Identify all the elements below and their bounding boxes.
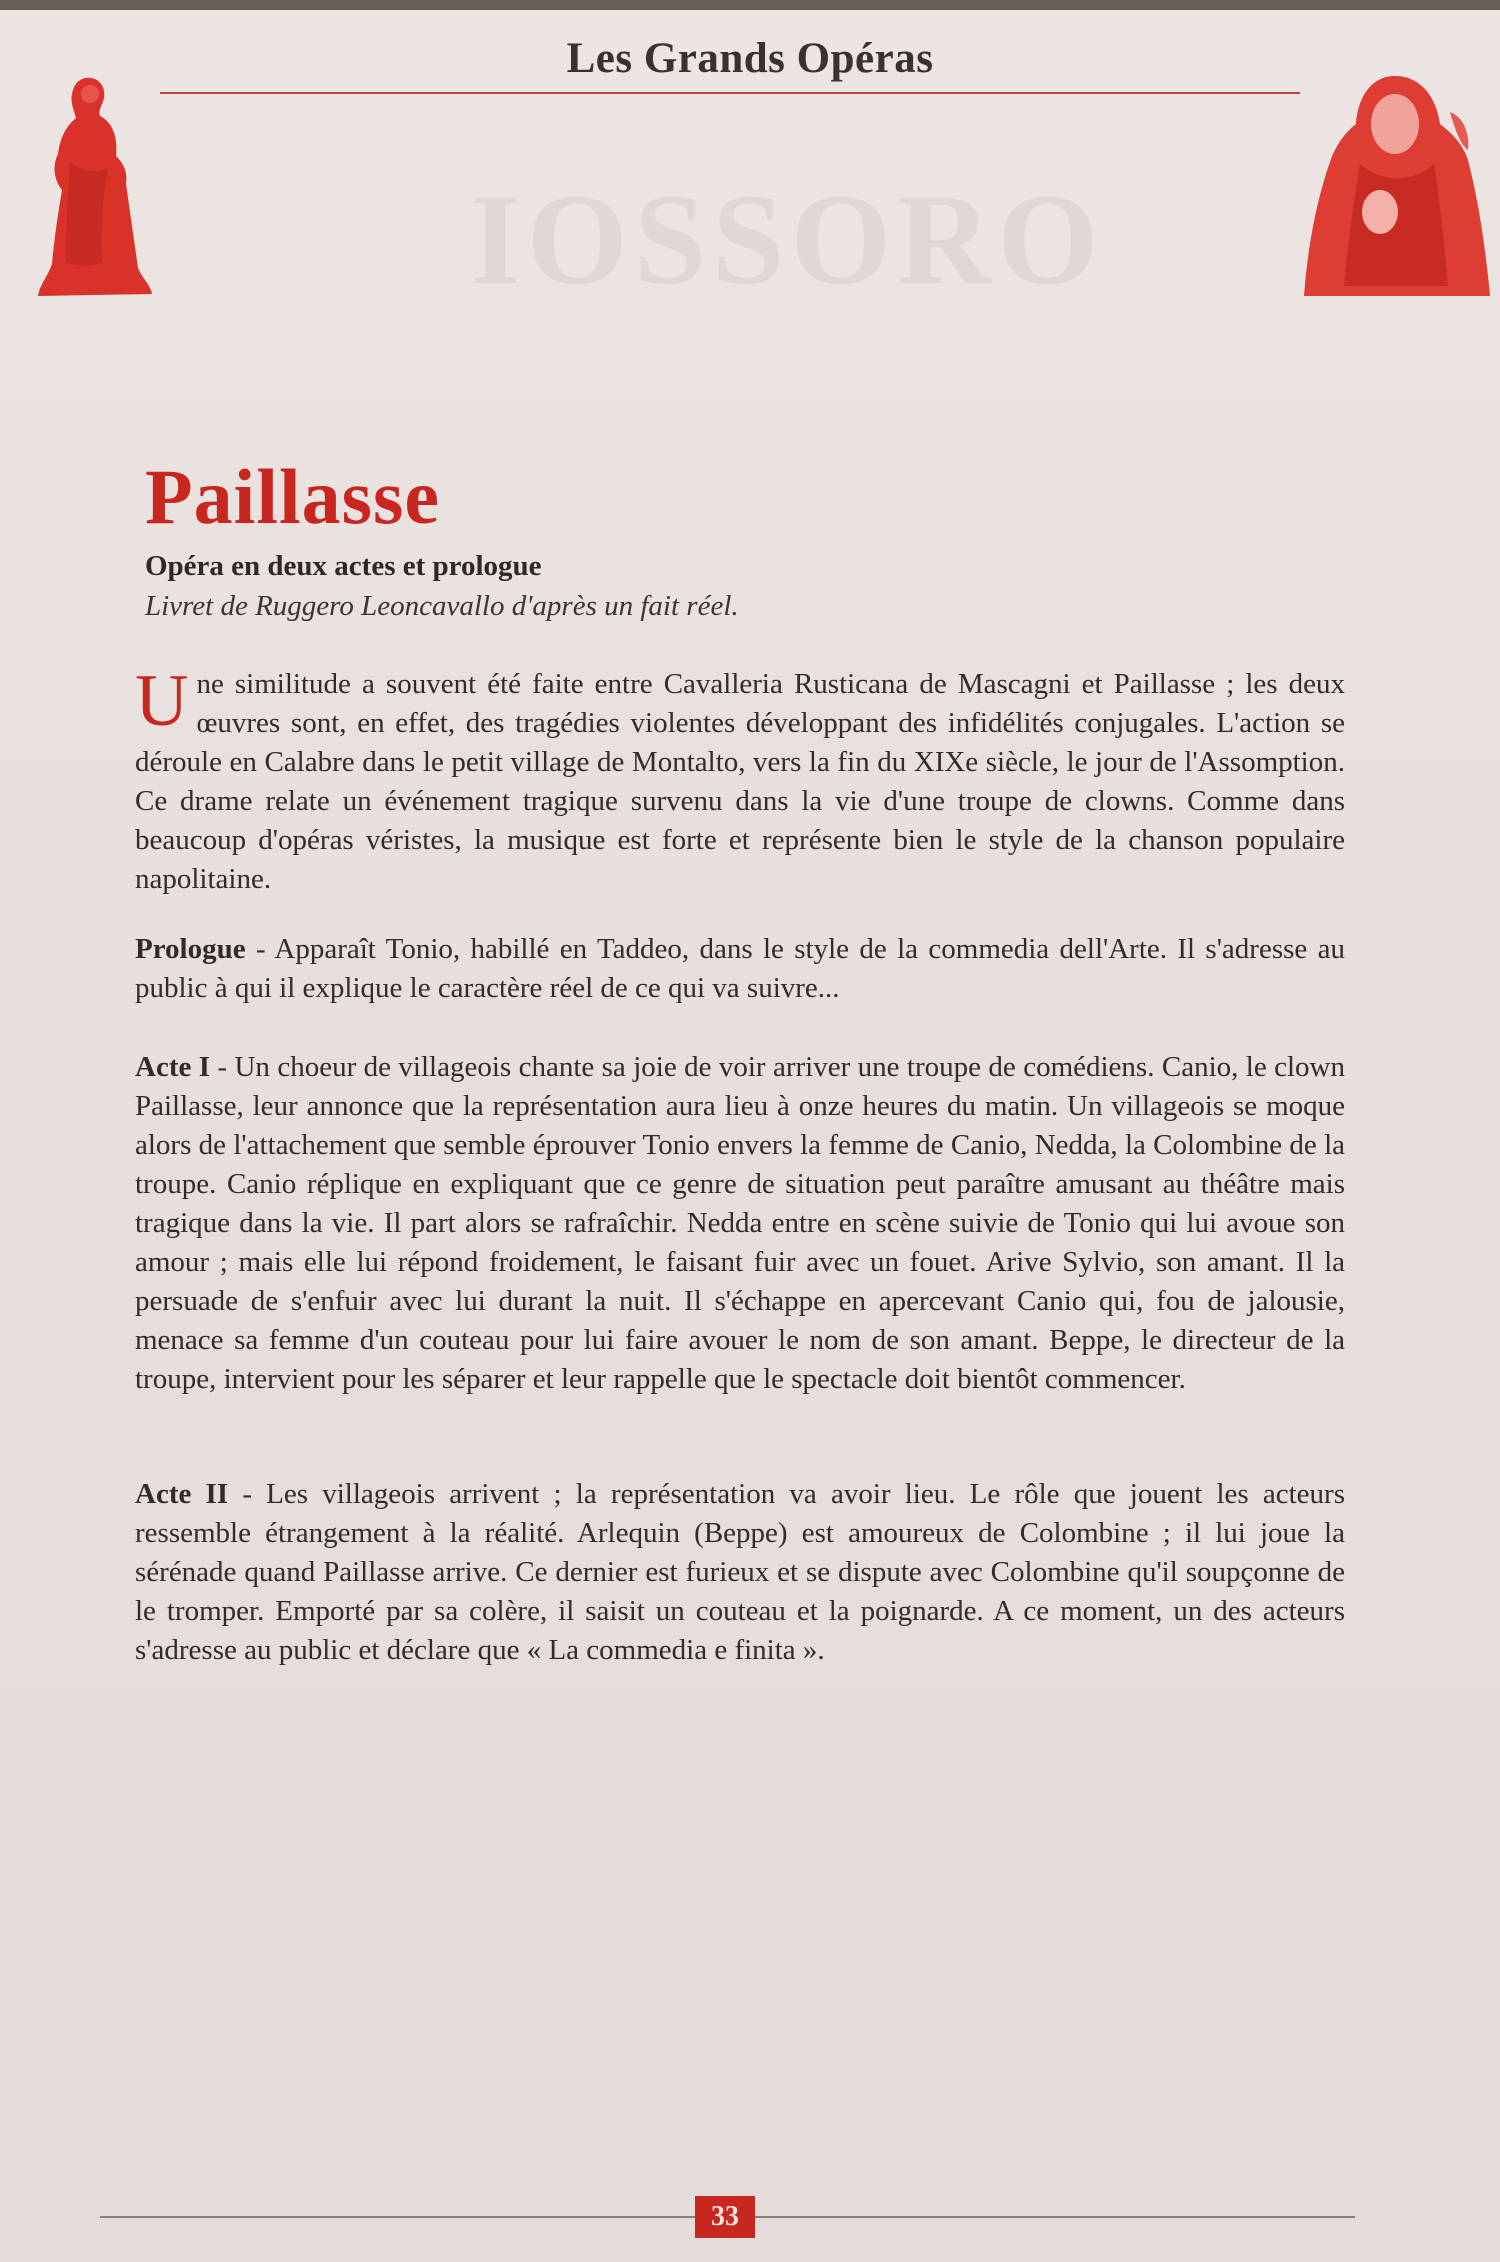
article-title: Paillasse (145, 453, 440, 540)
prologue-text: - Apparaît Tonio, habillé en Taddeo, dans le style de la commedia dell'Arte. Il s'adresse au public à qui il explique le caractère réel de ce qui va suivre... (135, 933, 1345, 1004)
page-edge (0, 0, 1500, 10)
page-number: 33 (695, 2196, 755, 2238)
acte1-paragraph (135, 1048, 1345, 1399)
article-subtitle: Opéra en deux actes et prologue (145, 550, 542, 582)
background-watermark: IOSSORO (470, 168, 1105, 312)
footer-rule-left (100, 2216, 695, 2218)
intro-text: ne similitude a souvent été faite entre Cavalleria Rusticana de Mascagni et Paillasse ; les deux œuvres sont, en effet, des tragédies violentes développant des infidélités conjugales. L'action se déroule en Calabre dans le petit village de Montalto, vers la fin du XIXe siècle, le jour de l'Assomption. Ce drame relate un événement tragique survenu dans la vie d'une troupe de clowns. Comme dans beaucoup d'opéras véristes, la musique est forte et représente bien le style de la chanson populaire napolitaine. (135, 668, 1345, 895)
acte2-label: Acte II (135, 1478, 229, 1510)
acte2-text: - Les villageois arrivent ; la représentation va avoir lieu. Le rôle que jouent les acteurs ressemble étrangement à la réalité. Arlequin (Beppe) est amoureux de Colombine ; il lui joue la sérénade quand Paillasse arrive. Ce dernier est furieux et se dispute avec Colombine qu'il soupçonne de le tromper. Emporté par sa colère, il saisit un couteau et la poignarde. A ce moment, un des acteurs s'adresse au public et déclare que « La commedia e finita ». (135, 1478, 1345, 1666)
acte1-label: Acte I (135, 1051, 211, 1083)
libretto-credit: Livret de Ruggero Leoncavallo d'après un fait réel. (145, 590, 739, 622)
header-rule (160, 92, 1300, 94)
madonna-statue-icon (1300, 72, 1490, 297)
running-header: Les Grands Opéras (566, 35, 934, 82)
drop-cap: U (135, 660, 189, 742)
prologue-paragraph (135, 930, 1345, 1008)
intro-paragraph (135, 660, 1345, 899)
acte2-paragraph (135, 1475, 1345, 1670)
acte1-text: - Un choeur de villageois chante sa joie de voir arriver une troupe de comédiens. Canio, le clown Paillasse, leur annonce que la représentation aura lieu à onze heures du matin. Un villageois se moque alors de l'attachement que semble éprouver Tonio envers la femme de Canio, Nedda, la Colombine de la troupe. Canio réplique en expliquant que ce genre de situation peut paraître amusant au théâtre mais tragique dans la vie. Il part alors se rafraîchir. Nedda entre en scène suivie de Tonio qui lui avoue son amour ; mais elle lui répond froidement, le faisant fuir avec un fouet. Arive Sylvio, son amant. Il la persuade de s'enfuir avec lui durant la nuit. Il s'échappe en apercevant Canio qui, fou de jalousie, menace sa femme d'un couteau pour lui faire avouer le nom de son amant. Beppe, le directeur de la troupe, intervient pour les séparer et leur rappelle que le spectacle doit bientôt commencer. (135, 1051, 1345, 1395)
footer-rule-right (755, 2216, 1355, 2218)
prologue-label: Prologue (135, 933, 246, 965)
statue-figure-icon (30, 72, 155, 302)
